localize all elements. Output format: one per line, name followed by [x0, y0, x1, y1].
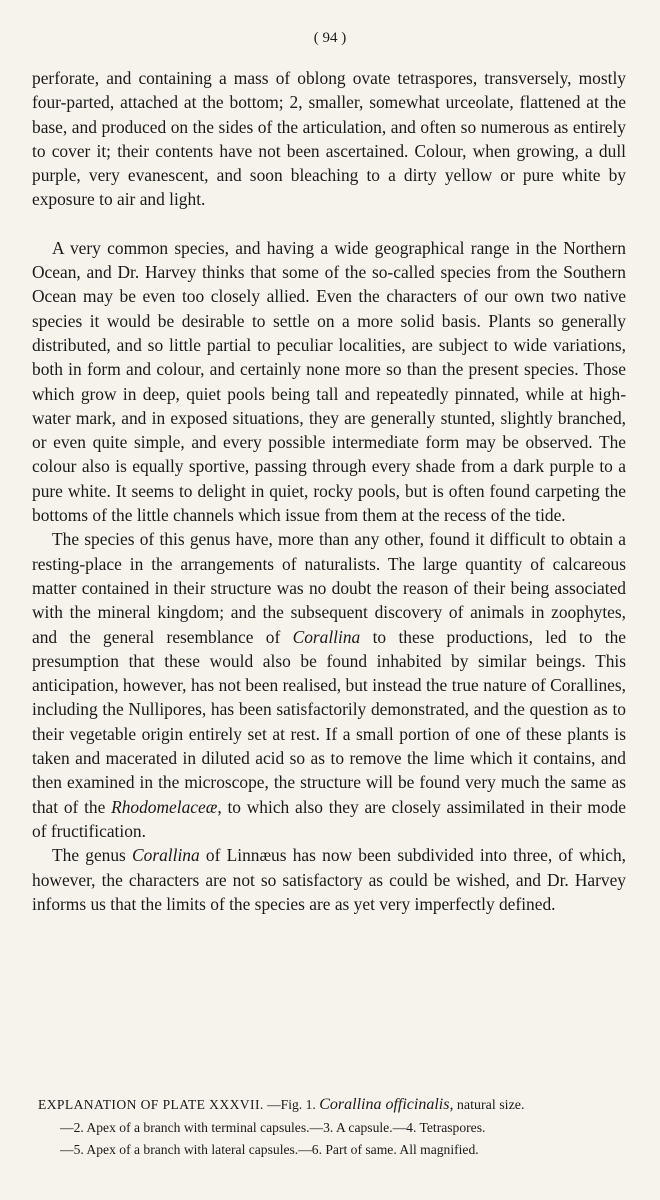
text-run: The species of this genus have, more than any other, found it difficult to obtain a resting-place in the arrangements of naturalists. The large quantity of calcareous matter contained in their structure was no doubt the reason of their being associated with the mineral kingdom; and the subsequent discovery of animals in zoophytes, and the general resemblance of: [32, 529, 626, 647]
paragraph-4: [32, 843, 626, 916]
text-run: perforate, and containing a mass of oblong ovate tetraspores, transversely, mostly four-parted, attached at the bottom; 2, smaller, somewhat urceolate, flattened at the base, and produced on the sides of the articulation, and often so numerous as entirely to cover it; their contents have not been ascertained. Colour, when growing, a dull purple, very evanescent, and soon bleaching to a dirty yellow or pure white by exposure to air and light.: [32, 68, 626, 210]
paragraph-1: [32, 66, 626, 212]
caption-heading: EXPLANATION OF PLATE XXXVII.: [38, 1097, 264, 1112]
caption-species-name: Corallina officinalis,: [319, 1096, 454, 1113]
text-run: to these productions, led to the presumption that these would also be found inhabited by similar beings. This anticipation, however, has not been realised, but instead the true nature of Corallines, including the Nullipores, has been satisfactorily demonstrated, and the question as to their vegetable origin entirely set at rest. If a small portion of one of these plants is taken and macerated in diluted acid so as to remove the lime which it contains, and then examined in the microscope, the structure will be found very much the same as that of the: [32, 626, 626, 817]
italic-term: Rhodomelaceæ: [111, 796, 218, 817]
plate-explanation: [38, 1094, 638, 1161]
paragraph-2: [32, 236, 626, 528]
text-run: , to which also they are closely assimilated in their mode of fructification.: [32, 796, 626, 841]
italic-term: Corallina: [132, 845, 200, 866]
text-run: The genus: [52, 845, 133, 866]
paragraph-gap: [32, 212, 626, 236]
caption-line-1: [38, 1094, 638, 1117]
italic-term: Corallina: [292, 626, 361, 647]
caption-line-3: —5. Apex of a branch with lateral capsules.—6. Part of same. All magnified.: [60, 1142, 479, 1157]
text-run: A very common species, and having a wide geographical range in the Northern Ocean, and Dr. Harvey thinks that some of the so-called species from the Southern Ocean may be even too closely allied. Even the characters of our own two native species it would be desirable to settle on a more solid basis. Plants so generally distributed, and so little partial to peculiar localities, are subject to wide variations, both in form and colour, and certainly none more so than the present species. Those which grow in deep, quiet pools being tall and repeatedly pinnated, while at high-water mark, and in exposed situations, they are generally stunted, slightly branched, or even quite simple, and every possible intermediate form may be observed. The colour also is equally sportive, passing through every shade from a dark purple to a pure white. It seems to delight in quiet, rocky pools, but is often found carpeting the bottoms of the little channels which issue from them at the recess of the tide.: [32, 237, 626, 526]
caption-fig1-prefix: —Fig. 1.: [267, 1097, 316, 1112]
body-text: [32, 66, 626, 916]
paragraph-3: [32, 527, 626, 843]
caption-line-2: —2. Apex of a branch with terminal capsules.—3. A capsule.—4. Tetraspores.: [60, 1120, 486, 1135]
page-number: ( 94 ): [313, 30, 347, 46]
caption-fig1-suffix: natural size.: [456, 1098, 525, 1113]
text-run: of Linnæus has now been subdivided into three, of which, however, the characters are not so satisfactory as could be wished, and Dr. Harvey informs us that the limits of the species are as yet very imperfectly defined.: [32, 845, 626, 914]
